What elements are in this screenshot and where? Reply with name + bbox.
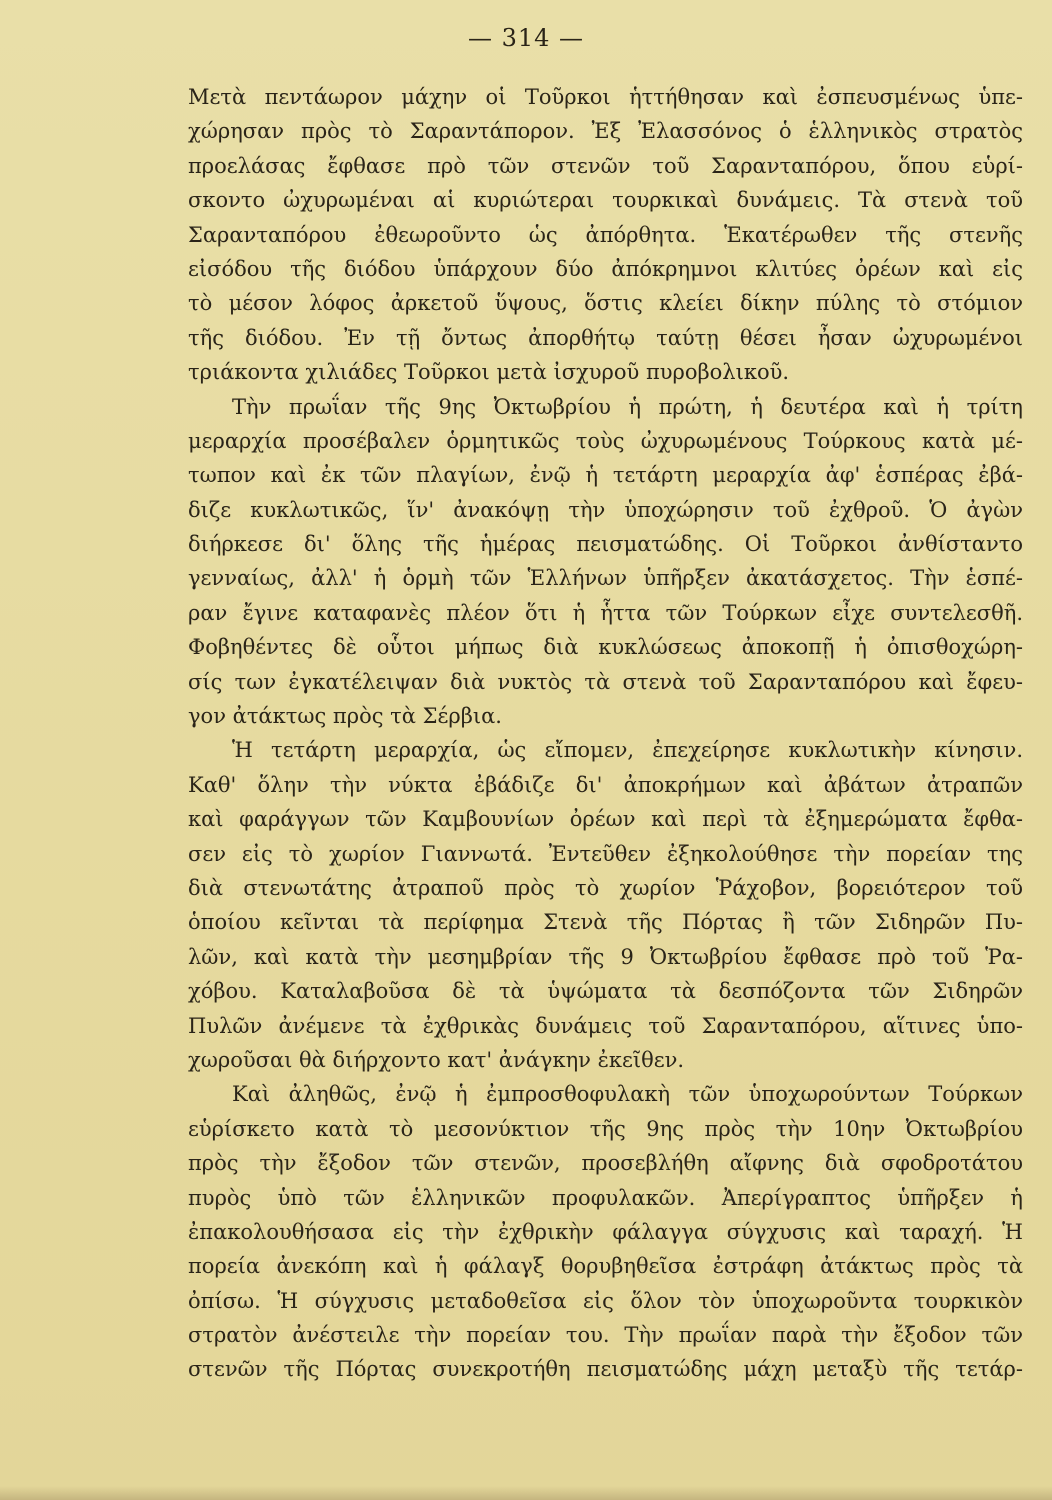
text-line: πυρὸς ὑπὸ τῶν ἑλληνικῶν προφυλακῶν. Ἀπερίγραπτος ὑπῆρξεν ἡ xyxy=(188,1185,1023,1210)
text-line: διὰ στενωτάτης ἀτραποῦ πρὸς τὸ χωρίον Ῥάχοβον, βορειότερον τοῦ xyxy=(188,875,1023,900)
text-line: στενῶν τῆς Πόρτας συνεκροτήθη πεισματώδης μάχη μεταξὺ τῆς τετάρ- xyxy=(188,1357,1023,1382)
text-line: Καὶ ἀληθῶς, ἐνῷ ἡ ἐμπροσθοφυλακὴ τῶν ὑποχωρούντων Τούρκων xyxy=(232,1082,1023,1107)
text-line: χωροῦσαι θὰ διήρχοντο κατ' ἀνάγκην ἐκεῖθεν. xyxy=(188,1047,685,1072)
text-line: Φοβηθέντες δὲ οὗτοι μήπως διὰ κυκλώσεως ἀποκοπῇ ἡ ὀπισθοχώρη- xyxy=(188,635,1023,660)
text-line: τωπον καὶ ἐκ τῶν πλαγίων, ἐνῷ ἡ τετάρτη μεραρχία ἀφ' ἑσπέρας ἐβά- xyxy=(188,463,1023,488)
text-line: πρὸς τὴν ἔξοδον τῶν στενῶν, προσεβλήθη αἴφνης διὰ σφοδροτάτου xyxy=(188,1151,1023,1176)
text-line: στρατὸν ἀνέστειλε τὴν πορείαν του. Τὴν πρωΐαν παρὰ τὴν ἔξοδον τῶν xyxy=(188,1323,1023,1348)
text-line: σίς των ἐγκατέλειψαν διὰ νυκτὸς τὰ στενὰ τοῦ Σαρανταπόρου καὶ ἔφευ- xyxy=(188,669,1023,694)
text-line: διζε κυκλωτικῶς, ἵν' ἀνακόψῃ τὴν ὑποχώρησιν τοῦ ἐχθροῦ. Ὁ ἀγὼν xyxy=(188,497,1023,522)
text-line: Πυλῶν ἀνέμενε τὰ ἐχθρικὰς δυνάμεις τοῦ Σαρανταπόρου, αἵτινες ὑπο- xyxy=(188,1013,1023,1038)
text-line: διήρκεσε δι' ὅλης τῆς ἡμέρας πεισματώδης. Οἱ Τοῦρκοι ἀνθίσταντο xyxy=(188,532,1023,557)
text-line: λῶν, καὶ κατὰ τὴν μεσημβρίαν τῆς 9 Ὀκτωβρίου ἔφθασε πρὸ τοῦ Ῥα- xyxy=(188,944,1023,969)
text-line: ἐπακολουθήσασα εἰς τὴν ἐχθρικὴν φάλαγγα σύγχυσις καὶ ταραχή. Ἡ xyxy=(188,1219,1023,1244)
text-line: εἰσόδου τῆς διόδου ὑπάρχουν δύο ἀπόκρημνοι κλιτύες ὀρέων καὶ εἰς xyxy=(188,256,1023,281)
text-line: χώρησαν πρὸς τὸ Σαραντάπορον. Ἐξ Ἐλασσόνος ὁ ἑλληνικὸς στρατὸς xyxy=(188,119,1023,144)
body-text xyxy=(188,80,1023,1387)
text-line: ὀπίσω. Ἡ σύγχυσις μεταδοθεῖσα εἰς ὅλον τὸν ὑποχωροῦντα τουρκικὸν xyxy=(188,1288,1023,1313)
text-line: μεραρχία προσέβαλεν ὁρμητικῶς τοὺς ὠχυρωμένους Τούρκους κατὰ μέ- xyxy=(188,428,1023,453)
text-line: γον ἀτάκτως πρὸς τὰ Σέρβια. xyxy=(188,704,502,729)
page-bottom-edge xyxy=(0,1486,1052,1500)
text-line: Καθ' ὅλην τὴν νύκτα ἐβάδιζε δι' ἀποκρήμων καὶ ἀβάτων ἀτραπῶν xyxy=(188,772,1023,797)
text-line: καὶ φαράγγων τῶν Καμβουνίων ὀρέων καὶ περὶ τὰ ἐξημερώματα ἔφθα- xyxy=(188,807,1023,832)
text-line: Τὴν πρωΐαν τῆς 9ης Ὀκτωβρίου ἡ πρώτη, ἡ δευτέρα καὶ ἡ τρίτη xyxy=(232,394,1023,419)
text-line: τριάκοντα χιλιάδες Τοῦρκοι μετὰ ἰσχυροῦ πυροβολικοῦ. xyxy=(188,360,790,385)
text-line: Μετὰ πεντάωρον μάχην οἱ Τοῦρκοι ἡττήθησαν καὶ ἐσπευσμένως ὑπε- xyxy=(188,85,1023,109)
text-line: ραν ἔγινε καταφανὲς πλέον ὅτι ἡ ἧττα τῶν Τούρκων εἶχε συντελεσθῆ. xyxy=(188,600,1023,625)
text-line: Ἡ τετάρτη μεραρχία, ὡς εἴπομεν, ἐπεχείρησε κυκλωτικὴν κίνησιν. xyxy=(232,738,1023,763)
text-line: προελάσας ἔφθασε πρὸ τῶν στενῶν τοῦ Σαρανταπόρου, ὅπου εὑρί- xyxy=(188,153,1023,178)
text-line: χόβου. Καταλαβοῦσα δὲ τὰ ὑψώματα τὰ δεσπόζοντα τῶν Σιδηρῶν xyxy=(188,979,1023,1004)
text-line: γενναίως, ἀλλ' ἡ ὁρμὴ τῶν Ἑλλήνων ὑπῆρξεν ἀκατάσχετος. Τὴν ἑσπέ- xyxy=(188,566,1023,591)
text-line: τῆς διόδου. Ἐν τῇ ὄντως ἀπορθήτῳ ταύτῃ θέσει ἦσαν ὠχυρωμένοι xyxy=(188,325,1023,350)
text-line: σκοντο ὠχυρωμέναι αἱ κυριώτεραι τουρκικαὶ δυνάμεις. Τὰ στενὰ τοῦ xyxy=(188,188,1023,213)
text-line: ὁποίου κεῖνται τὰ περίφημα Στενὰ τῆς Πόρτας ἢ τῶν Σιδηρῶν Πυ- xyxy=(188,910,1023,935)
page-number: — 314 — xyxy=(467,24,585,52)
text-line: σεν εἰς τὸ χωρίον Γιαννωτά. Ἐντεῦθεν ἐξηκολούθησε τὴν πορείαν της xyxy=(188,841,1023,866)
text-line: Σαρανταπόρου ἐθεωροῦντο ὡς ἀπόρθητα. Ἑκατέρωθεν τῆς στενῆς xyxy=(188,222,1023,247)
text-line: εὑρίσκετο κατὰ τὸ μεσονύκτιον τῆς 9ης πρὸς τὴν 10ην Ὀκτωβρίου xyxy=(188,1116,1023,1141)
text-line: τὸ μέσον λόφος ἀρκετοῦ ὕψους, ὅστις κλείει δίκην πύλης τὸ στόμιον xyxy=(188,291,1023,316)
text-line: πορεία ἀνεκόπη καὶ ἡ φάλαγξ θορυβηθεῖσα ἐστράφη ἀτάκτως πρὸς τὰ xyxy=(188,1254,1023,1279)
